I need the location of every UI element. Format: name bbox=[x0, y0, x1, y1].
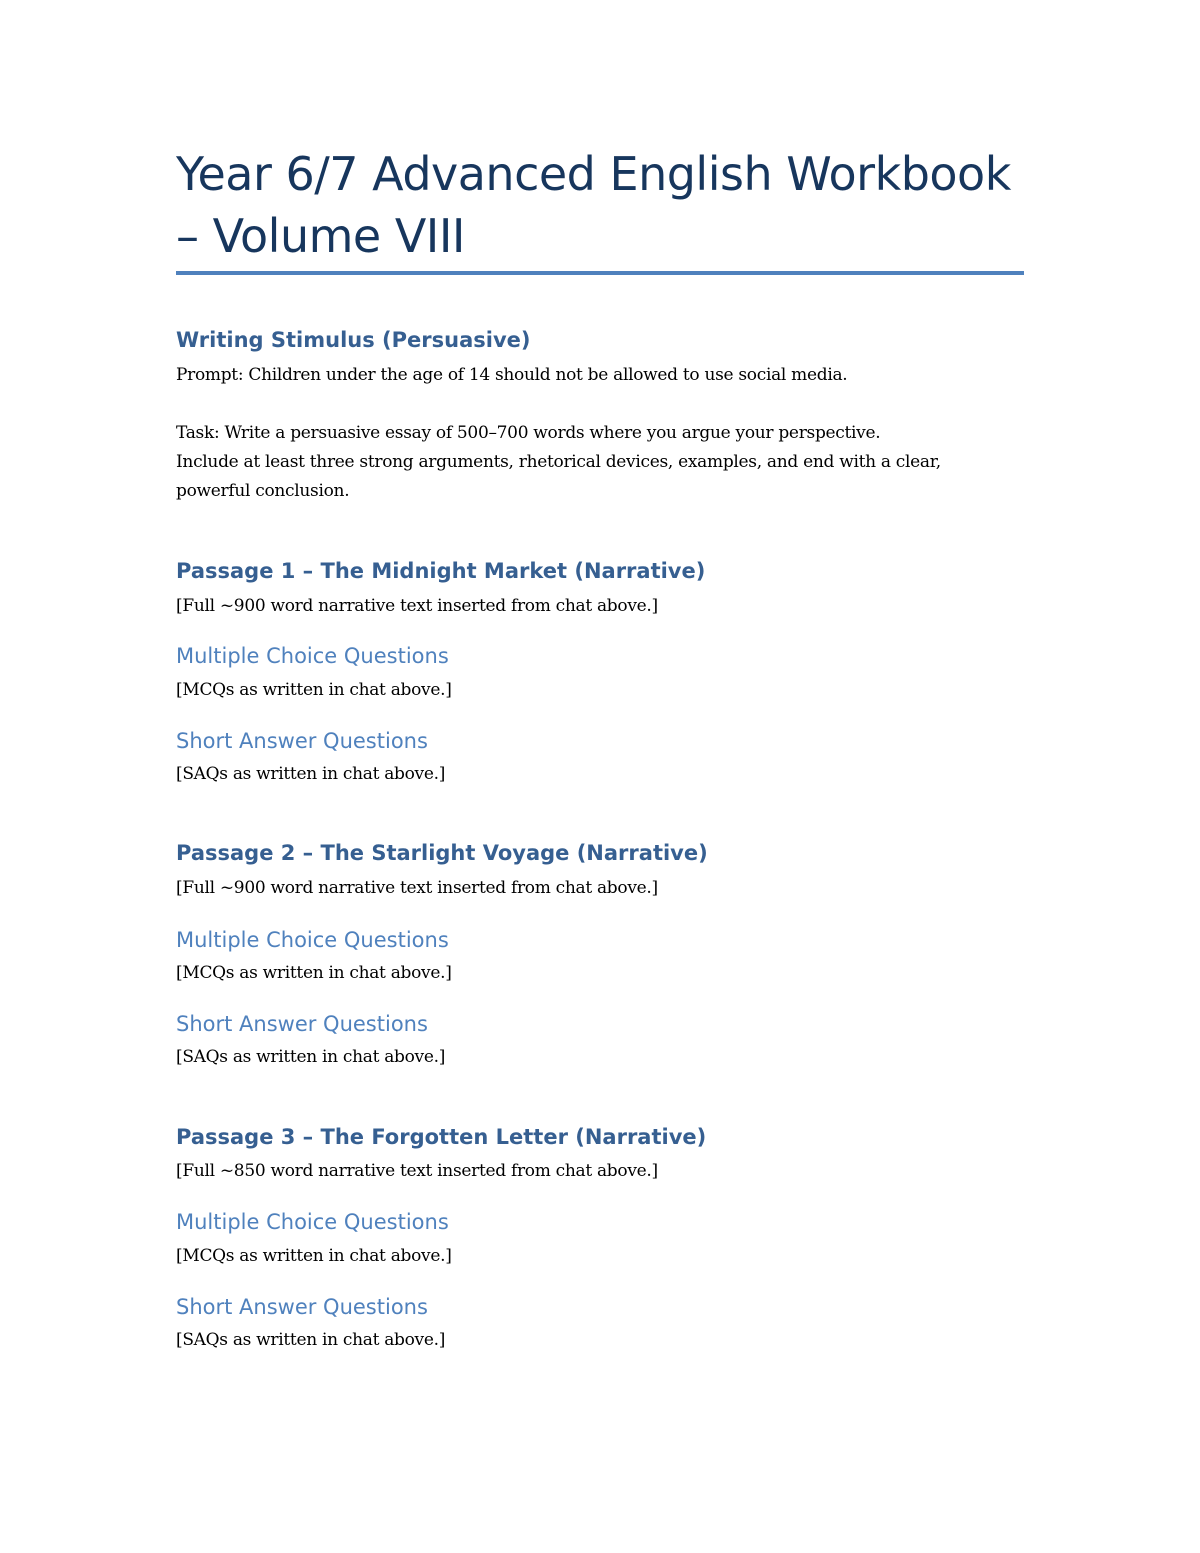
writing-stimulus-task-line-2: Include at least three strong arguments, rhetorical devices, examples, and end with a clear, bbox=[176, 452, 941, 472]
passage-1-heading: Passage 1 – The Midnight Market (Narrative) bbox=[176, 559, 706, 583]
passage-2-text: [Full ~900 word narrative text inserted from chat above.] bbox=[176, 878, 658, 898]
passage-1-saq-text: [SAQs as written in chat above.] bbox=[176, 764, 446, 784]
passage-3-text: [Full ~850 word narrative text inserted from chat above.] bbox=[176, 1161, 658, 1181]
writing-stimulus-task-line-1: Task: Write a persuasive essay of 500–700 words where you argue your perspective. bbox=[176, 423, 881, 443]
passage-2-heading: Passage 2 – The Starlight Voyage (Narrative) bbox=[176, 841, 708, 865]
passage-3-heading: Passage 3 – The Forgotten Letter (Narrative) bbox=[176, 1125, 707, 1149]
passage-1-saq-heading: Short Answer Questions bbox=[176, 729, 428, 753]
passage-1-mcq-heading: Multiple Choice Questions bbox=[176, 644, 449, 668]
document-title: Year 6/7 Advanced English Workbook – Volume VIII bbox=[176, 147, 1011, 263]
passage-2-mcq-heading: Multiple Choice Questions bbox=[176, 928, 449, 952]
passage-2-saq-text: [SAQs as written in chat above.] bbox=[176, 1047, 446, 1067]
passage-2-saq-heading: Short Answer Questions bbox=[176, 1012, 428, 1036]
passage-1-mcq-text: [MCQs as written in chat above.] bbox=[176, 680, 452, 700]
writing-stimulus-task-line-3: powerful conclusion. bbox=[176, 481, 350, 501]
passage-1-text: [Full ~900 word narrative text inserted from chat above.] bbox=[176, 596, 658, 616]
writing-stimulus-prompt: Prompt: Children under the age of 14 should not be allowed to use social media. bbox=[176, 365, 848, 385]
passage-3-mcq-heading: Multiple Choice Questions bbox=[176, 1210, 449, 1234]
writing-stimulus-heading: Writing Stimulus (Persuasive) bbox=[176, 328, 531, 352]
passage-3-mcq-text: [MCQs as written in chat above.] bbox=[176, 1246, 452, 1266]
passage-3-saq-heading: Short Answer Questions bbox=[176, 1295, 428, 1319]
passage-3-saq-text: [SAQs as written in chat above.] bbox=[176, 1330, 446, 1350]
title-underline bbox=[176, 271, 1024, 275]
passage-2-mcq-text: [MCQs as written in chat above.] bbox=[176, 963, 452, 983]
